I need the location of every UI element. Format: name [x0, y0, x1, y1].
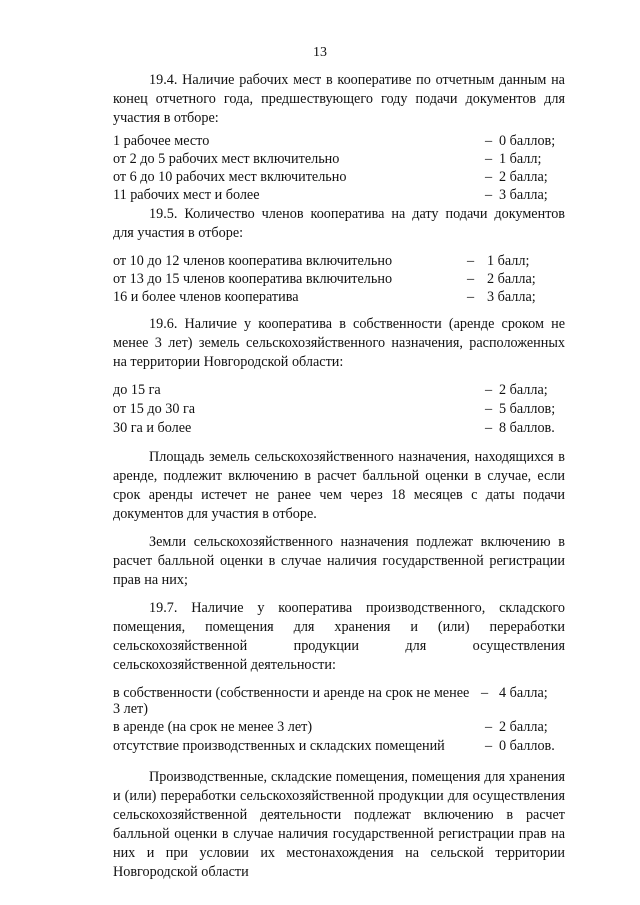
score-row	[113, 684, 565, 718]
score-row	[113, 168, 565, 186]
score-points: 5 баллов;	[499, 401, 556, 417]
score-points: 0 баллов;	[499, 133, 556, 149]
section-19-6-text: 19.6. Наличие у кооператива в собственности (аренде сроком не менее 3 лет) земель сельскохозяйственного назначения, расположенных на территории Новгородской области:	[113, 316, 565, 370]
score-dash: –	[485, 169, 493, 185]
score-row	[113, 252, 565, 270]
score-label: 16 и более членов кооператива	[113, 289, 299, 305]
score-dash: –	[467, 253, 475, 269]
score-points: 2 балла;	[499, 719, 548, 735]
section-19-5-text: 19.5. Количество членов кооператива на дату подачи документов для участия в отборе:	[113, 206, 565, 241]
section-19-6-note-registration: Земли сельскохозяйственного назначения подлежат включению в расчет балльной оценки в случае наличия государственной регистрации прав на них;	[113, 534, 565, 588]
section-19-6-list	[113, 381, 565, 438]
score-label: отсутствие производственных и складских помещений	[113, 738, 445, 754]
section-19-7-list	[113, 684, 565, 756]
section-19-5-list	[113, 252, 565, 306]
score-row	[113, 419, 565, 438]
score-dash: –	[485, 133, 493, 149]
score-dash: –	[485, 738, 493, 754]
score-row	[113, 288, 565, 306]
score-dash: –	[485, 382, 493, 398]
score-row	[113, 186, 565, 204]
score-label: от 10 до 12 членов кооператива включительно	[113, 253, 393, 269]
score-dash: –	[467, 289, 475, 305]
section-19-7-text: 19.7. Наличие у кооператива производственного, складского помещения, помещения для хранения и (или) переработки сельскохозяйственной продукции для осуществления сельскохозяйственной деятельности:	[113, 600, 565, 673]
score-label: от 6 до 10 рабочих мест включительно	[113, 169, 347, 185]
score-row	[113, 381, 565, 400]
score-label: 1 рабочее место	[113, 133, 210, 149]
score-points: 3 балла;	[487, 289, 536, 305]
score-dash: –	[485, 719, 493, 735]
score-row	[113, 718, 565, 737]
score-label: до 15 га	[113, 382, 161, 398]
score-points: 3 балла;	[499, 187, 548, 203]
section-19-6-note-lease: Площадь земель сельскохозяйственного назначения, находящихся в аренде, подлежит включению в расчет балльной оценки в случае, если срок аренды истечет не ранее чем через 18 месяцев с даты подачи документов для участия в отборе.	[113, 449, 565, 522]
score-row	[113, 737, 565, 756]
score-label: 11 рабочих мест и более	[113, 187, 260, 203]
section-19-7-note: Производственные, складские помещения, помещения для хранения и (или) переработки сельскохозяйственной продукции для осуществления сельскохозяйственной деятельности подлежат включению в расчет балльной оценки в случае наличия государственной регистрации прав на них и при условии их местонахождения на сельской территории Новгородской области	[113, 769, 565, 880]
score-points: 1 балл;	[499, 151, 542, 167]
section-19-4-list	[113, 132, 565, 204]
score-dash: –	[467, 271, 475, 287]
score-dash: –	[485, 420, 493, 436]
section-19-4-text: 19.4. Наличие рабочих мест в кооперативе по отчетным данным на конец отчетного года, предшествующего году подачи документов для участия в отборе:	[113, 72, 565, 126]
score-dash: –	[485, 151, 493, 167]
score-points: 2 балла;	[499, 382, 548, 398]
score-points: 1 балл;	[487, 253, 530, 269]
score-row	[113, 400, 565, 419]
score-label: 30 га и более	[113, 420, 192, 436]
score-points: 8 баллов.	[499, 420, 555, 436]
score-row	[113, 150, 565, 168]
score-points: 0 баллов.	[499, 738, 555, 754]
score-row	[113, 270, 565, 288]
score-dash: –	[481, 685, 489, 701]
score-label: от 2 до 5 рабочих мест включительно	[113, 151, 340, 167]
score-points: 4 балла;	[499, 685, 548, 701]
score-label: от 13 до 15 членов кооператива включительно	[113, 271, 393, 287]
page-number: 13	[313, 45, 327, 60]
score-row	[113, 132, 565, 150]
score-points: 2 балла;	[487, 271, 536, 287]
document-body	[113, 71, 565, 882]
score-dash: –	[485, 187, 493, 203]
score-label: в аренде (на срок не менее 3 лет)	[113, 719, 313, 735]
score-points: 2 балла;	[499, 169, 548, 185]
score-label: от 15 до 30 га	[113, 401, 196, 417]
score-dash: –	[485, 401, 493, 417]
score-label: в собственности (собственности и аренде на срок не менее 3 лет)	[113, 685, 470, 717]
